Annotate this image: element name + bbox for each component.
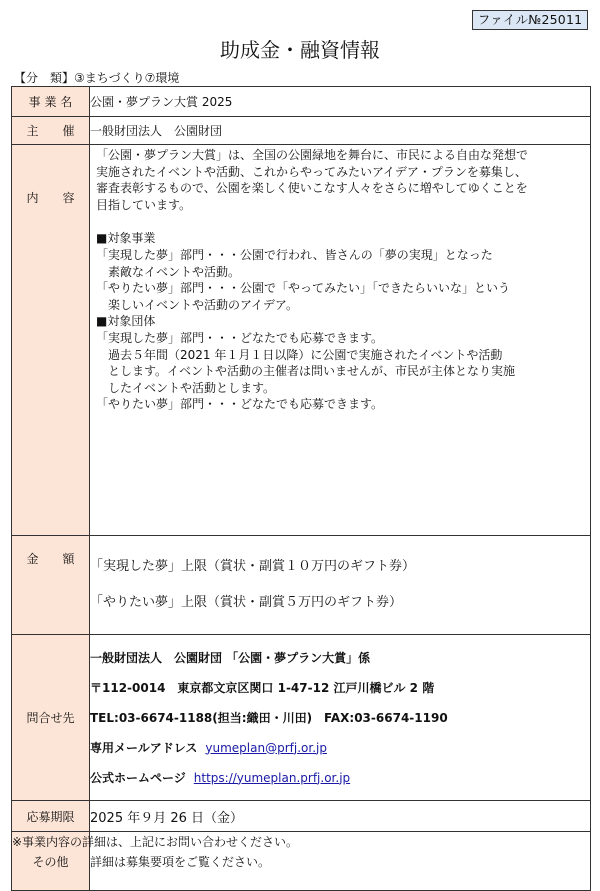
contact-homepage-label: 公式ホームページ: [90, 770, 186, 785]
target-project-line: 楽しいイベントや活動のアイデア。: [108, 297, 298, 312]
content-paragraph-line: 「公園・夢プラン大賞」は、全国の公園緑地を舞台に、市民による自由な発想で: [96, 148, 529, 162]
contact-homepage-row: [90, 771, 590, 785]
target-project-line: 「実現した夢」部門・・・公園で行われ、皆さんの「夢の実現」となった: [96, 247, 493, 262]
value-other: 詳細は募集要項をご覧ください。: [90, 832, 591, 891]
target-project-line: 素敵なイベントや活動。: [108, 264, 241, 279]
value-host: 一般財団法人 公園財団: [90, 117, 591, 145]
label-other: その他: [12, 832, 90, 891]
category-line: 【分 類】③まちづくり⑦環境: [14, 71, 180, 85]
content-paragraph-line: 審査表彰するもので、公園を楽しく使いこなす人々をさらに増やしてゆくことを: [96, 181, 528, 196]
contact-email-label: 専用メールアドレス: [90, 740, 198, 755]
contact-org: 一般財団法人 公園財団 「公園・夢プラン大賞」係: [90, 650, 371, 665]
target-projects-heading: ■対象事業: [96, 231, 156, 246]
footnote: ※事業内容の詳細は、上記にお問い合わせください。: [12, 835, 299, 849]
contact-email-row: [90, 741, 590, 755]
label-host: 主 催: [12, 117, 90, 145]
row-content: [12, 145, 591, 536]
label-content: 内 容: [12, 145, 90, 536]
label-contact: 問合せ先: [12, 635, 90, 801]
target-groups-heading: ■対象団体: [96, 314, 156, 329]
amount-line: 「やりたい夢」上限（賞状・副賞５万円のギフト券）: [90, 595, 403, 610]
value-amount: [90, 536, 591, 635]
file-number-badge: ファイル№25011: [472, 10, 588, 30]
content-paragraph-line: 目指しています。: [96, 197, 192, 212]
contact-phone: TEL:03-6674-1188(担当:織田・川田) FAX:03-6674-1190: [90, 710, 448, 725]
label-deadline: 応募期限: [12, 801, 90, 832]
row-deadline: [12, 801, 591, 832]
value-contact: [90, 635, 591, 801]
row-host: [12, 117, 591, 145]
row-project-name: [12, 87, 591, 117]
value-content: [90, 145, 591, 536]
target-project-line: 「やりたい夢」部門・・・公園で「やってみたい」「できたらいいな」という: [96, 281, 511, 296]
target-group-line: したイベントや活動とします。: [108, 380, 276, 395]
label-project-name: 事 業 名: [12, 87, 90, 117]
target-group-line: 「実現した夢」部門・・・どなたでも応募できます。: [96, 330, 384, 345]
contact-email-link[interactable]: yumeplan@prfj.or.jp: [205, 740, 327, 755]
info-table: [11, 86, 591, 891]
contact-address: 〒112-0014 東京都文京区関口 1-47-12 江戸川橋ビル 2 階: [90, 680, 435, 695]
value-project-name: 公園・夢プラン大賞 2025: [90, 87, 591, 117]
page-title: 助成金・融資情報: [220, 38, 380, 62]
target-group-line: 過去５年間（2021 年１月１日以降）に公園で実施されたイベントや活動: [108, 347, 503, 362]
label-amount: 金 額: [12, 536, 90, 635]
contact-homepage-link[interactable]: https://yumeplan.prfj.or.jp: [193, 770, 351, 785]
content-paragraph-line: 実施されたイベントや活動、これからやってみたいアイデア・プランを募集し、: [96, 164, 527, 179]
value-deadline: 2025 年９月 26 日（金）: [90, 801, 591, 832]
amount-line: 「実現した夢」上限（賞状・副賞１０万円のギフト券）: [90, 559, 416, 574]
target-group-line: とします。イベントや活動の主催者は問いませんが、市民が主体となり実施: [108, 364, 516, 379]
row-amount: [12, 536, 591, 635]
row-contact: [12, 635, 591, 801]
target-group-line: 「やりたい夢」部門・・・どなたでも応募できます。: [96, 397, 384, 412]
